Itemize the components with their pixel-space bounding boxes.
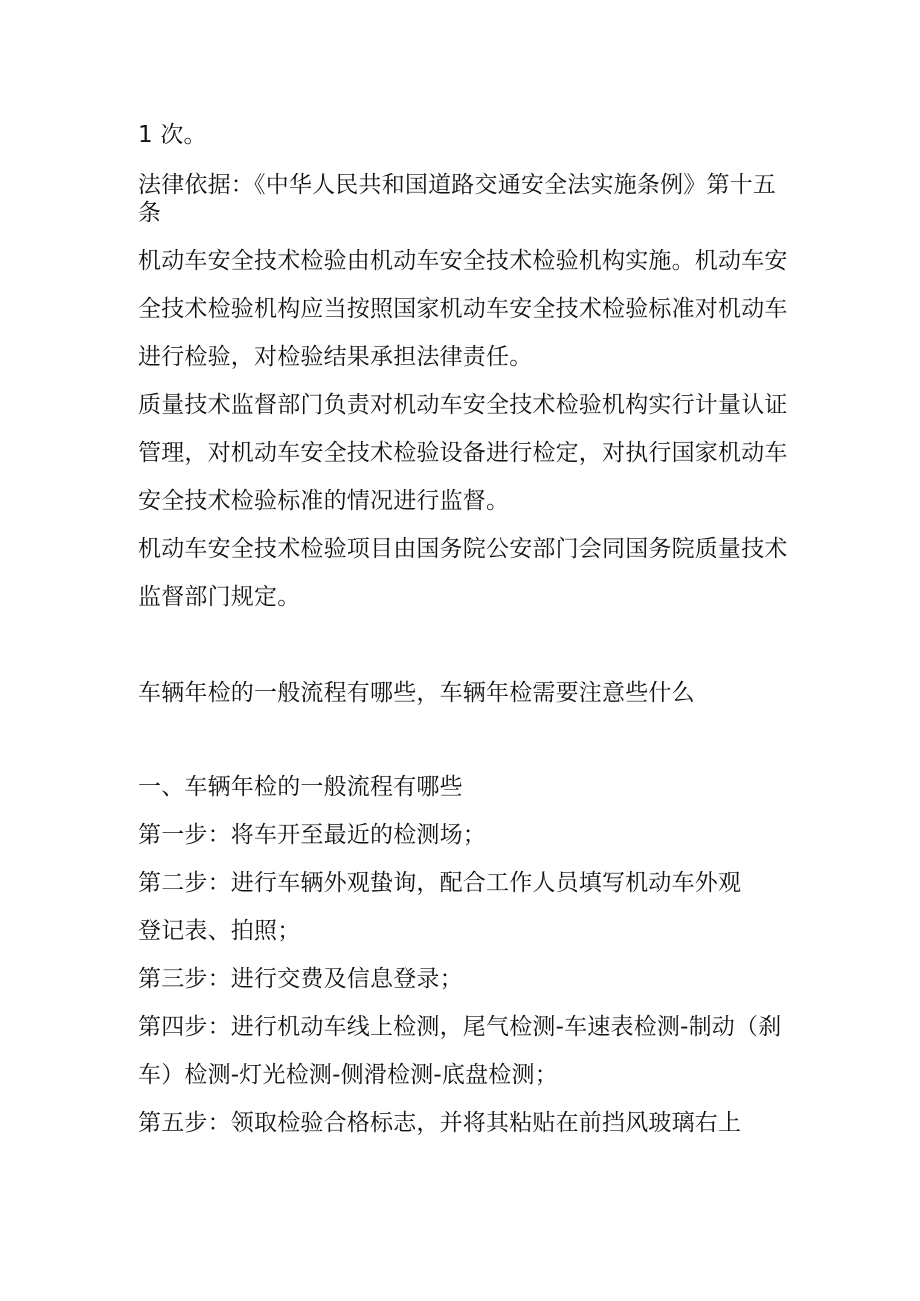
text-line-paragraph-1: 机动车安全技术检验由机动车安全技术检验机构实施。机动车安 bbox=[138, 248, 788, 274]
text-line-paragraph-2: 安全技术检验标准的情况进行监督。 bbox=[138, 488, 510, 514]
text-line-paragraph-3: 机动车安全技术检验项目由国务院公安部门会同国务院质量技术 bbox=[138, 536, 788, 562]
step-3: 第三步：进行交费及信息登录； bbox=[138, 966, 463, 992]
step-2: 第二步：进行车辆外观蛰询，配合工作人员填写机动车外观 bbox=[138, 870, 742, 896]
text-line-paragraph-2: 管理，对机动车安全技术检验设备进行检定，对执行国家机动车 bbox=[138, 440, 788, 466]
step-5: 第五步：领取检验合格标志，并将其粘贴在前挡风玻璃右上 bbox=[138, 1110, 742, 1136]
text-line-legal-basis-end: 条 bbox=[138, 200, 162, 226]
text-line-continuation: 1 次。 bbox=[138, 122, 207, 148]
step-4: 第四步：进行机动车线上检测，尾气检测-车速表检测-制动（刹 bbox=[138, 1014, 782, 1040]
section-heading: 一、车辆年检的一般流程有哪些 bbox=[138, 774, 463, 800]
step-4-continued: 车）检测-灯光检测-侧滑检测-底盘检测； bbox=[138, 1062, 558, 1088]
text-line-legal-basis: 法律依据：《中华人民共和国道路交通安全法实施条例》第十五 bbox=[138, 172, 777, 198]
section-title: 车辆年检的一般流程有哪些，车辆年检需要注意些什么 bbox=[138, 680, 695, 706]
text-line-paragraph-1: 进行检验，对检验结果承担法律责任。 bbox=[138, 344, 533, 370]
text-line-paragraph-3: 监督部门规定。 bbox=[138, 584, 301, 610]
step-2-continued: 登记表、拍照； bbox=[138, 918, 301, 944]
step-1: 第一步：将车开至最近的检测场； bbox=[138, 822, 486, 848]
text-line-paragraph-1: 全技术检验机构应当按照国家机动车安全技术检验标准对机动车 bbox=[138, 296, 788, 322]
text-line-paragraph-2: 质量技术监督部门负责对机动车安全技术检验机构实行计量认证 bbox=[138, 392, 788, 418]
